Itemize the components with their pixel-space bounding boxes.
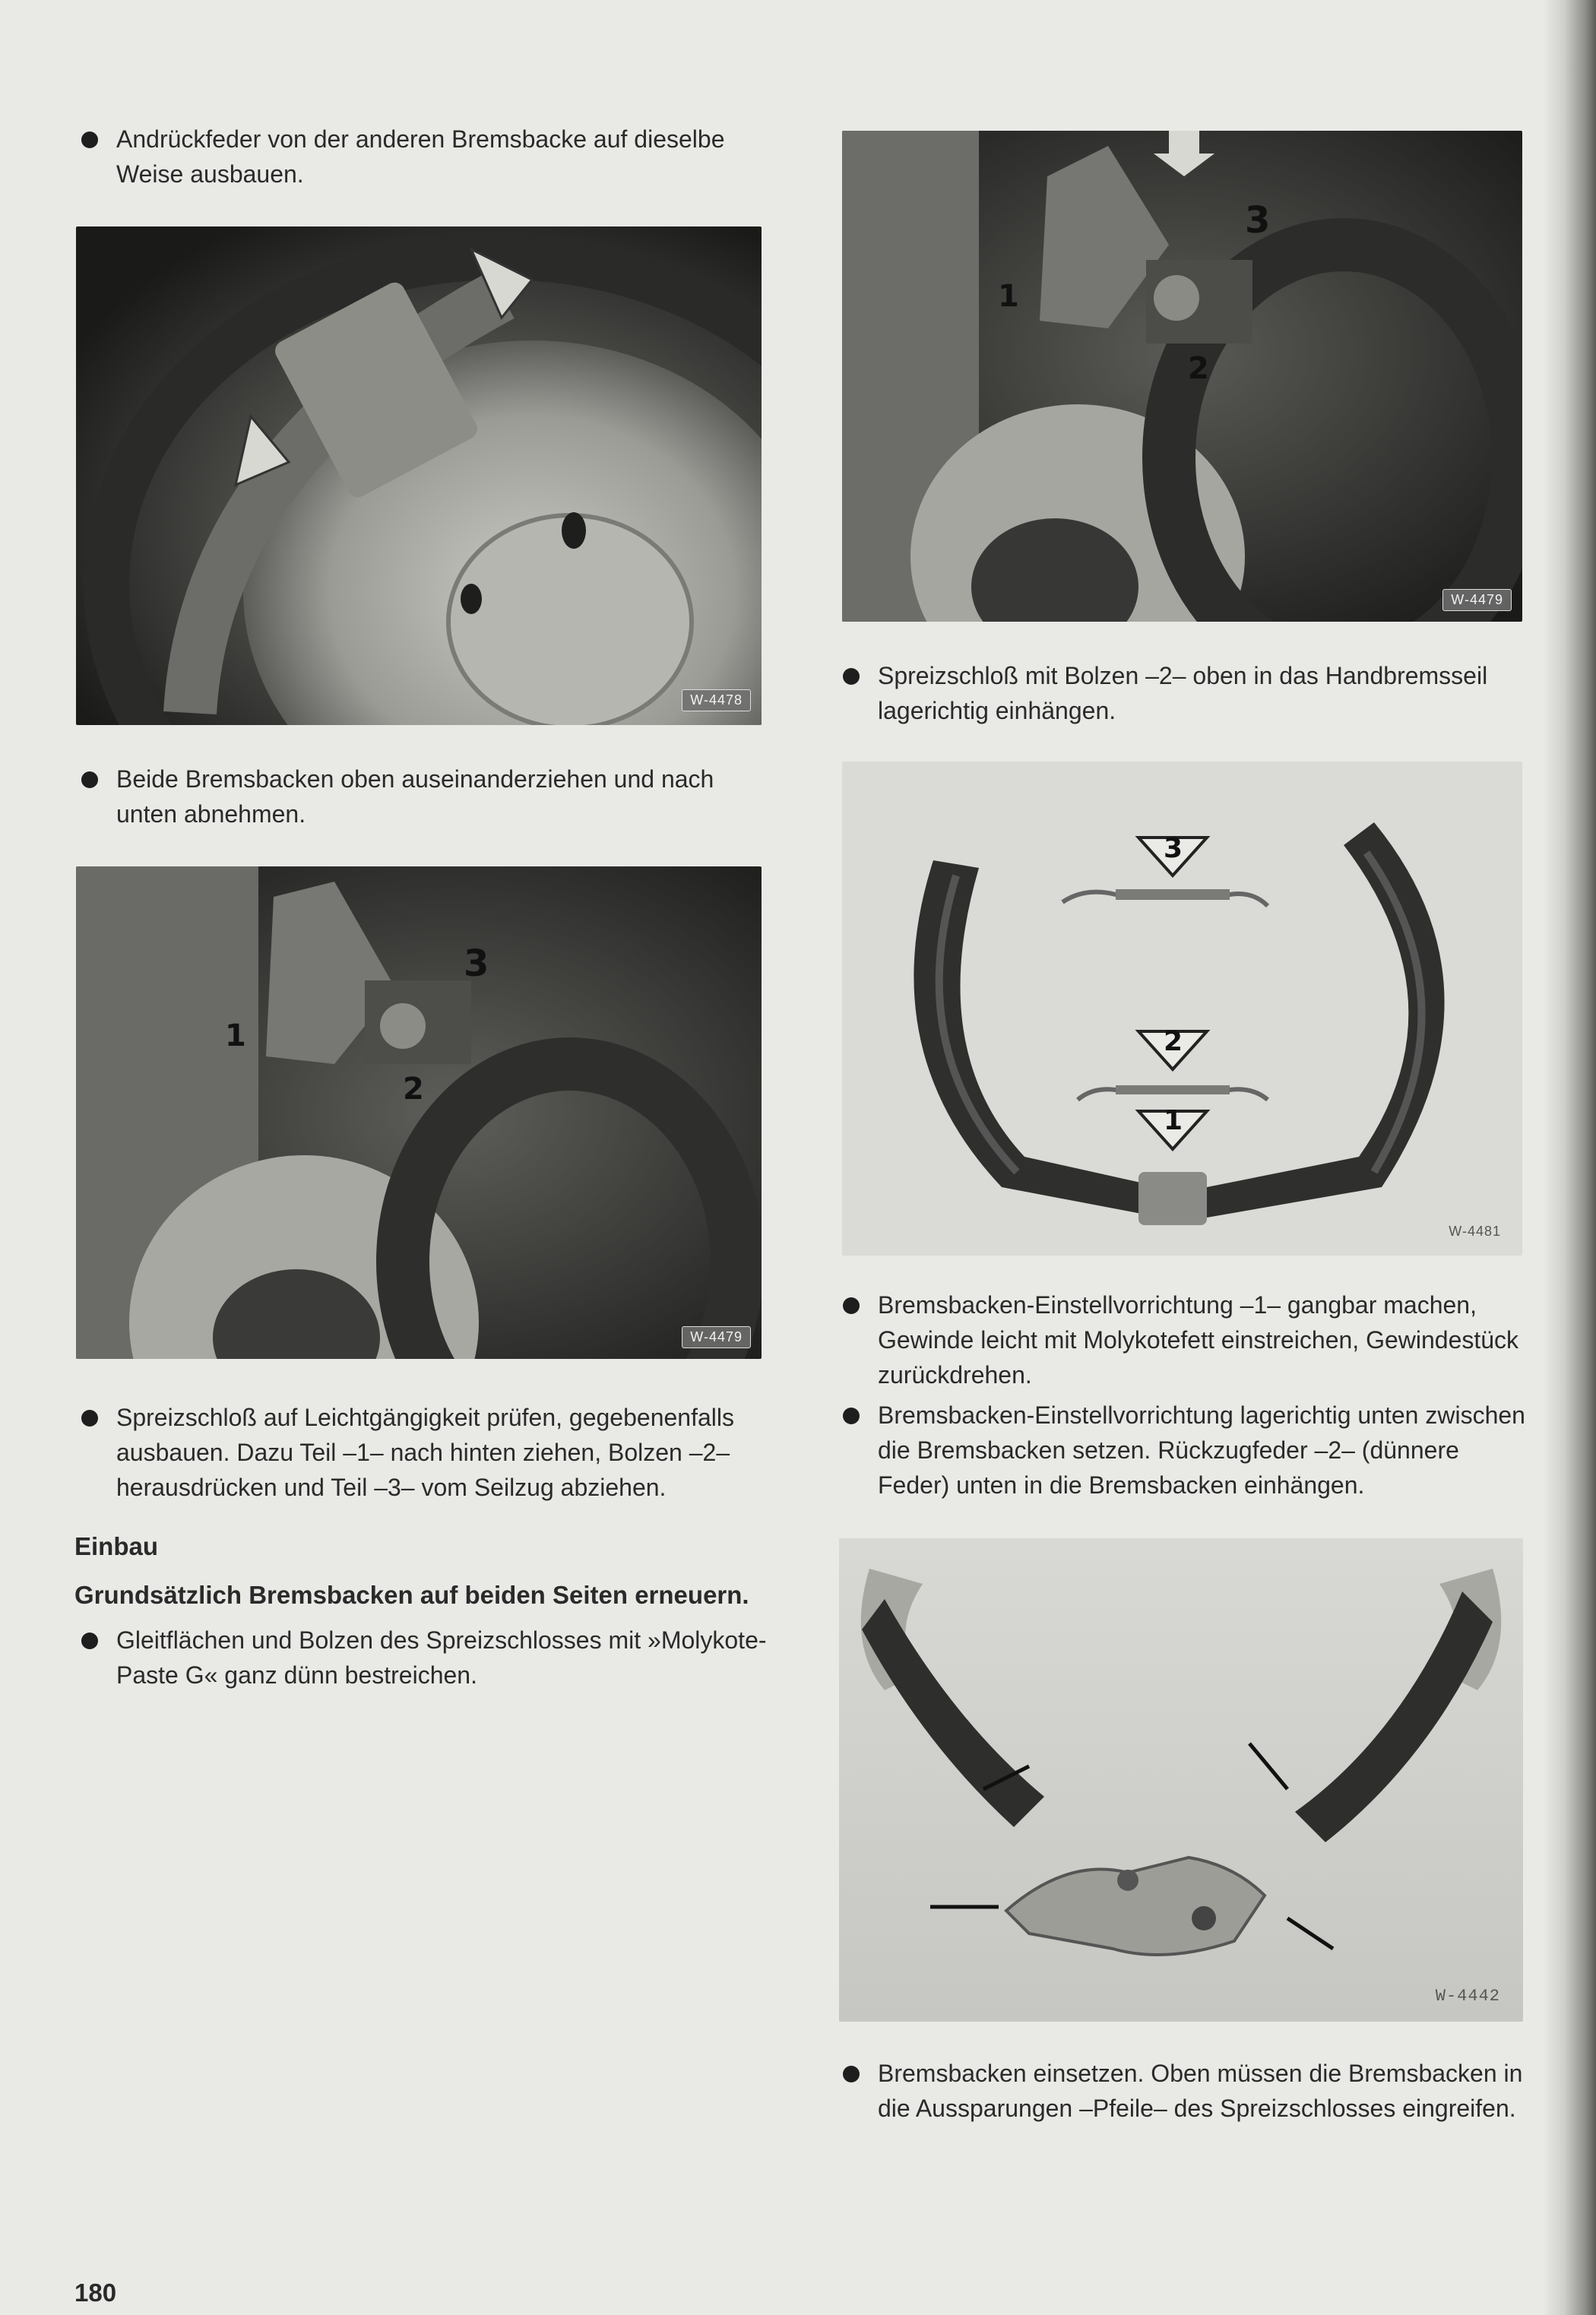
bullet <box>81 131 98 148</box>
bullet <box>843 668 860 685</box>
label-3: 3 <box>464 942 489 985</box>
paragraph-adjuster-prepare: Bremsbacken-Einstellvorrichtung –1– gangbar machen, Gewinde leicht mit Molykotefett einstreichen, Gewindestück zurückdrehen. <box>878 1291 1519 1389</box>
photo-shoes-in-hands <box>839 1538 1523 2022</box>
photo-expander-lock-left <box>76 866 762 1359</box>
page-edge-shadow <box>1543 0 1596 2315</box>
photo-brake-drum <box>76 226 762 725</box>
label-3: 3 <box>1245 199 1271 242</box>
figure-code: W-4479 <box>682 1326 751 1348</box>
paragraph-remove-spring: Andrückfeder von der anderen Bremsbacke auf dieselbe Weise ausbauen. <box>116 125 725 188</box>
bold-note: Grundsätzlich Bremsbacken auf beiden Seiten erneuern. <box>74 1581 749 1609</box>
paragraph-check-expander: Spreizschloß auf Leichtgängigkeit prüfen, gegebenenfalls ausbauen. Dazu Teil –1– nach hinten ziehen, Bolzen –2– herausdrücken und Teil –3– vom Seilzug abziehen. <box>116 1404 734 1501</box>
bullet <box>81 1633 98 1649</box>
figure-code: W-4478 <box>682 689 751 711</box>
label-2: 2 <box>1164 1026 1183 1057</box>
label-1: 1 <box>225 1018 246 1053</box>
paragraph-insert-shoes: Bremsbacken einsetzen. Oben müssen die Bremsbacken in die Aussparungen –Pfeile– des Spreizschlosses eingreifen. <box>878 2060 1523 2122</box>
bullet <box>843 2066 860 2082</box>
label-1: 1 <box>1164 1105 1183 1136</box>
label-1: 1 <box>998 279 1019 314</box>
label-3: 3 <box>1164 833 1183 864</box>
label-2: 2 <box>1188 351 1209 386</box>
figure-code: W-4481 <box>1449 1224 1501 1239</box>
label-2: 2 <box>403 1072 424 1107</box>
paragraph-pull-apart-shoes: Beide Bremsbacken oben auseinanderziehen und nach unten abnehmen. <box>116 765 714 828</box>
photo-brake-shoes-springs <box>842 762 1522 1256</box>
bullet <box>843 1297 860 1314</box>
bullet <box>81 1410 98 1427</box>
paragraph-grease: Gleitflächen und Bolzen des Spreizschlosses mit »Molykote-Paste G« ganz dünn bestreichen. <box>116 1626 767 1689</box>
paragraph-adjuster-insert: Bremsbacken-Einstellvorrichtung lagerichtig unten zwischen die Bremsbacken setzen. Rückzugfeder –2– (dünnere Feder) unten in die Bremsbacken einhängen. <box>878 1401 1525 1499</box>
bullet <box>843 1408 860 1424</box>
paragraph-hook-expander: Spreizschloß mit Bolzen –2– oben in das Handbremsseil lagerichtig einhängen. <box>878 662 1488 724</box>
photo-expander-lock-right <box>842 131 1522 622</box>
page-number: 180 <box>74 2279 117 2307</box>
figure-code: W-4479 <box>1442 589 1512 611</box>
bullet <box>81 771 98 788</box>
figure-code: W-4442 <box>1435 1987 1500 2006</box>
section-title-einbau: Einbau <box>74 1532 159 1560</box>
